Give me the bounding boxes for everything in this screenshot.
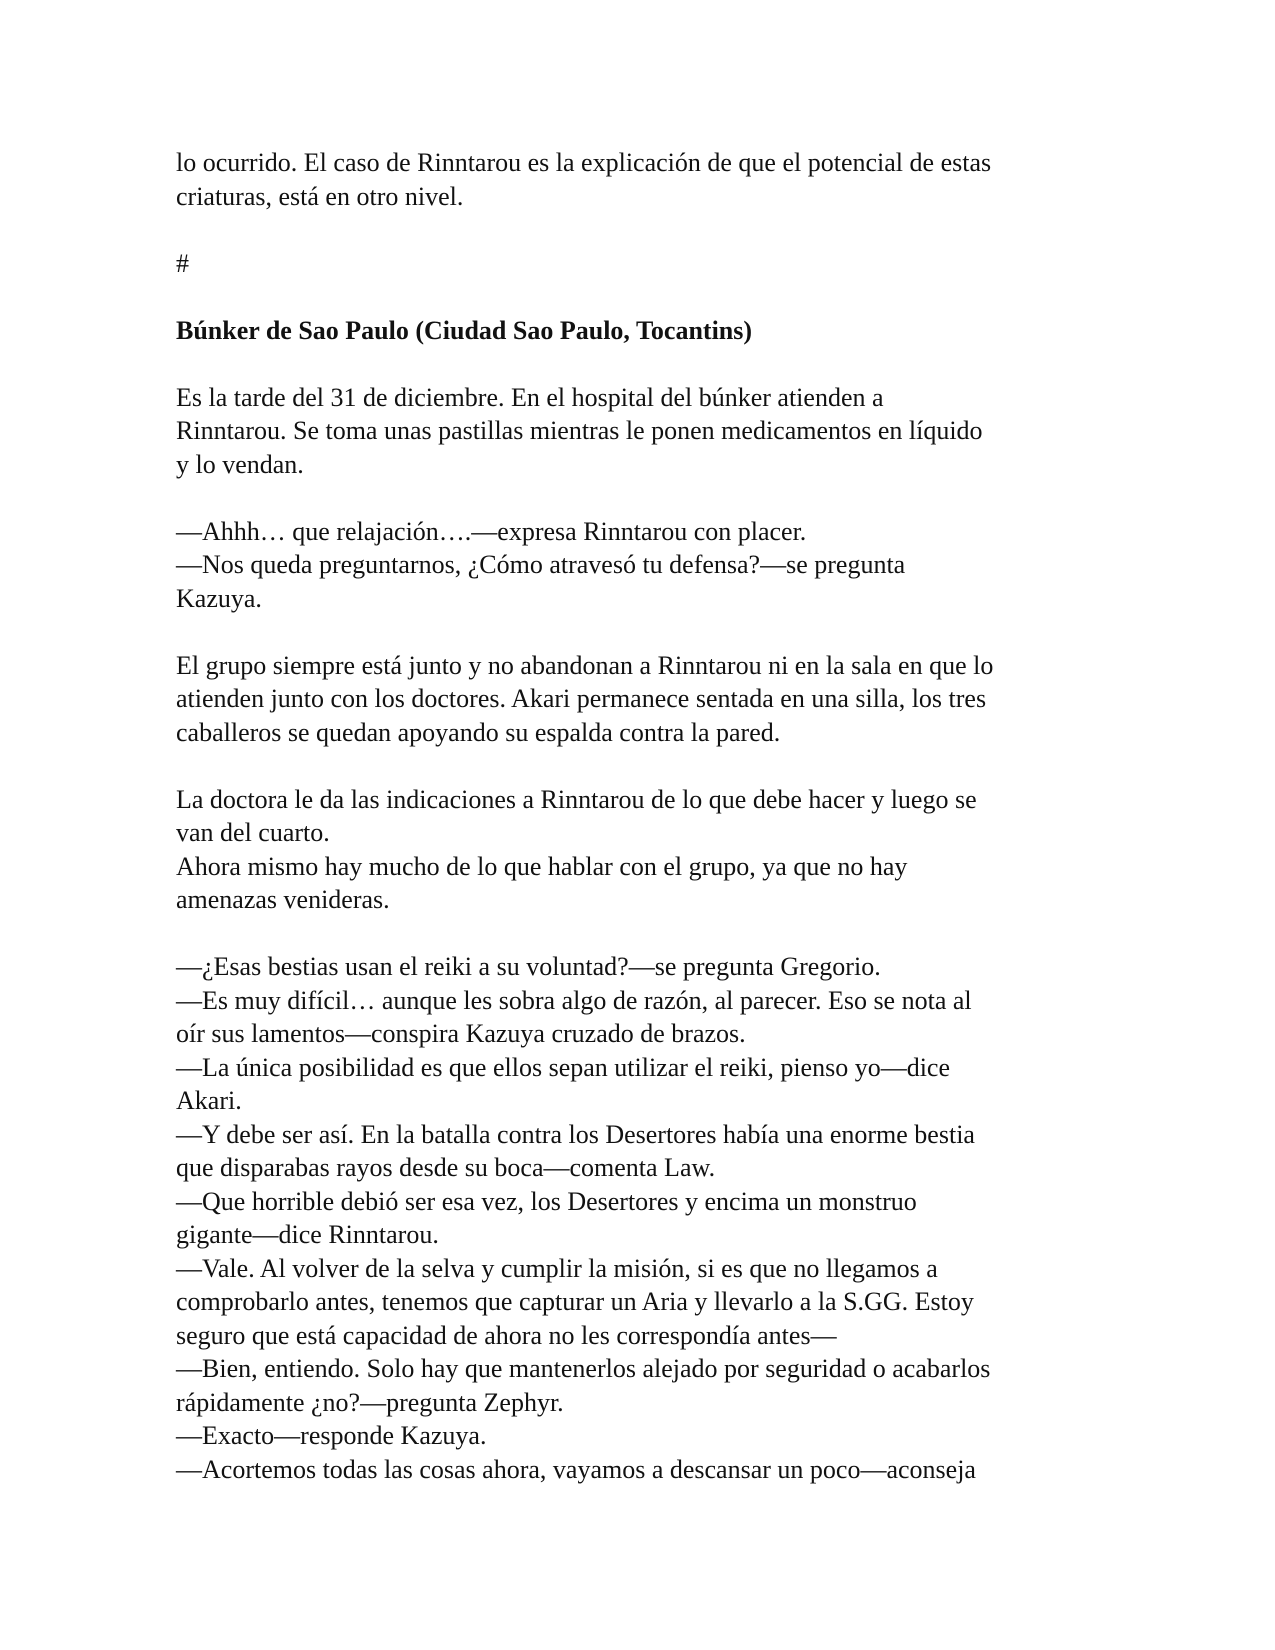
text-line: van del cuarto. [176,818,330,847]
text-line: y lo vendan. [176,449,304,479]
text-line: Ahora mismo hay mucho de lo que hablar con el grupo, ya que no hay [176,851,908,881]
scene-separator [176,247,1096,281]
dialogue-block-1 [176,515,1096,616]
text-line: lo ocurrido. El caso de Rinntarou es la explicación de que el potencial de estas [176,148,992,177]
paragraph-group [176,649,1096,750]
dialogue-line: —Exacto—responde Kazuya. [176,1421,487,1450]
dialogue-line: oír sus lamentos—conspira Kazuya cruzado de brazos. [176,1019,746,1048]
dialogue-line: Akari. [176,1086,242,1115]
section-heading [176,314,1096,348]
text-line: atienden junto con los doctores. Akari permanece sentada en una silla, los tres [176,684,987,713]
dialogue-line: —Vale. Al volver de la selva y cumplir la misión, si es que no llegamos a [176,1253,938,1283]
dialogue-block-2 [176,950,1096,1486]
dialogue-line: rápidamente ¿no?—pregunta Zephyr. [176,1387,564,1417]
dialogue-line: —Es muy difícil… aunque les sobra algo de razón, al parecer. Eso se nota al [176,985,972,1015]
paragraph-intro [176,146,1096,213]
dialogue-line: —Que horrible debió ser esa vez, los Desertores y encima un monstruo [176,1186,917,1216]
text-line: Es la tarde del 31 de diciembre. En el hospital del búnker atienden a [176,382,884,412]
dialogue-line: —Acortemos todas las cosas ahora, vayamos a descansar un poco—aconseja [176,1454,976,1484]
dialogue-line: —Y debe ser así. En la batalla contra los Desertores había una enorme bestia [176,1119,975,1149]
dialogue-line: —Nos queda preguntarnos, ¿Cómo atravesó tu defensa?—se pregunta [176,550,906,579]
dialogue-line: gigante—dice Rinntarou. [176,1220,439,1249]
paragraph-hospital [176,381,1096,482]
text-line: caballeros se quedan apoyando su espalda contra la pared. [176,717,781,747]
text-line: Rinntarou. Se toma unas pastillas mientras le ponen medicamentos en líquido [176,416,983,445]
heading-text: Búnker de Sao Paulo (Ciudad Sao Paulo, Tocantins) [176,315,753,345]
dialogue-line: Kazuya. [176,583,262,613]
dialogue-line: que disparabas rayos desde su boca—comenta Law. [176,1153,716,1182]
text-line: amenazas venideras. [176,885,390,914]
dialogue-line: seguro que está capacidad de ahora no les correspondía antes— [176,1320,837,1350]
separator-mark: # [176,248,189,278]
paragraph-doctor [176,783,1096,917]
page-text [176,146,1096,1520]
dialogue-line: comprobarlo antes, tenemos que capturar un Aria y llevarlo a la S.GG. Estoy [176,1287,974,1316]
dialogue-line: —¿Esas bestias usan el reiki a su voluntad?—se pregunta Gregorio. [176,952,881,981]
text-line: La doctora le da las indicaciones a Rinntarou de lo que debe hacer y luego se [176,784,977,814]
dialogue-line: —Bien, entiendo. Solo hay que mantenerlos alejado por seguridad o acabarlos [176,1354,991,1383]
text-line: criaturas, está en otro nivel. [176,181,464,211]
text-line: El grupo siempre está junto y no abandonan a Rinntarou ni en la sala en que lo [176,650,994,680]
dialogue-line: —La única posibilidad es que ellos sepan utilizar el reiki, pienso yo—dice [176,1052,951,1082]
dialogue-line: —Ahhh… que relajación….—expresa Rinntarou con placer. [176,516,807,546]
